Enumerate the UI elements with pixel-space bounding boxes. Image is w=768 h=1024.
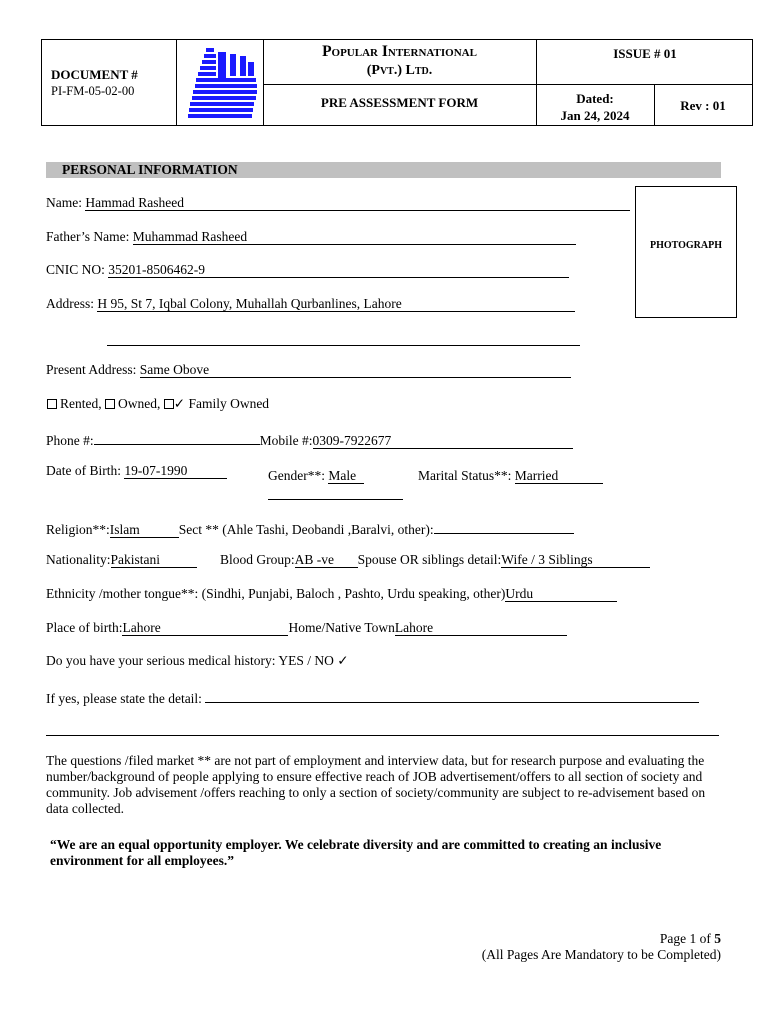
father-name-row [46,229,576,245]
religion-field[interactable] [110,522,179,538]
sect-field[interactable] [434,518,574,534]
document-code: PI-FM-05-02-00 [51,84,135,98]
rented-label: Rented, [60,396,102,411]
father-name-label: Father’s Name: [46,229,130,244]
marital-value: Married [514,468,559,483]
medical-detail-row [46,687,699,707]
owned-checkbox[interactable] [105,399,115,409]
cnic-row [46,262,569,278]
housing-row [47,396,269,412]
religion-row [46,518,574,538]
company-name [263,42,536,80]
nationality-label: Nationality: [46,552,111,567]
page-label: Page [659,931,687,946]
present-address-value: Same Obove [139,362,210,377]
medical-detail-line-2[interactable] [46,735,719,736]
name-value: Hammad Rasheed [85,195,184,210]
address-value: H 95, St 7, Iqbal Colony, Muhallah Qurbanlines, Lahore [97,296,402,311]
name-label: Name: [46,195,82,210]
photograph-label: PHOTOGRAPH [649,240,723,251]
cnic-field[interactable] [108,262,569,278]
address-line-2[interactable] [107,345,580,346]
name-field[interactable] [85,195,630,211]
nationality-row [46,552,197,568]
blood-group-row [220,552,650,568]
place-of-birth-row [46,620,567,636]
family-owned-checkbox[interactable] [164,399,174,409]
spouse-value: Wife / 3 Siblings [501,552,593,567]
home-town-label: Home/Native Town [288,620,395,635]
gender-field[interactable] [328,468,364,484]
dob-row [46,463,227,479]
religion-value: Islam [109,522,140,537]
family-owned-check-icon: ✓ [173,396,186,411]
header-divider [176,40,177,125]
medical-history-row [46,653,349,669]
equal-opportunity-statement: “We are an equal opportunity employer. We celebrate diversity and are committed to creating an inclusive environment for all employees.” [50,837,662,868]
issue-number: ISSUE # 01 [613,46,677,61]
form-title: PRE ASSESSMENT FORM [320,95,479,110]
document-number-label: DOCUMENT # [51,67,138,82]
page-number [660,931,721,947]
blood-group-field[interactable] [295,552,358,568]
logo-stripes [188,48,257,118]
cnic-label: CNIC NO: [46,262,105,277]
medical-detail-label: If yes, please state the detail: [46,691,202,706]
ethnicity-value: Urdu [505,586,534,601]
dated-label: Dated: [576,91,614,106]
company-name-line1: Popular International [322,43,477,60]
owned-label: Owned, [118,396,161,411]
medical-detail-field[interactable] [205,687,699,703]
address-field[interactable] [97,296,575,312]
ethnicity-field[interactable] [505,586,617,602]
mobile-field[interactable] [313,433,573,449]
ethnicity-label: Ethnicity /mother tongue**: (Sindhi, Punjabi, Baloch , Pashto, Urdu speaking, other) [46,586,506,601]
marital-row [418,468,603,484]
phone-row [46,429,573,449]
page-total: 5 [714,931,721,946]
medical-history-label: Do you have your serious medical history: YES / NO [46,653,334,668]
present-address-row [46,362,571,378]
page-current: 1 [689,931,697,946]
research-note: The questions /filed market ** are not part of employment and interview data, but for research purpose and evaluating the number/background of people applying to ensure effective reach of JOB advertisement/offers to all section of society and community. Job advisement /offers reaching to only a section of society/community are subject to re-advisement based on data collected. [46,753,706,816]
place-of-birth-field[interactable] [122,620,288,636]
dob-field[interactable] [124,463,227,479]
revision: Rev : 01 [680,98,726,113]
present-address-field[interactable] [140,362,571,378]
photograph-box[interactable] [635,186,737,318]
home-town-value: Lahore [394,620,434,635]
father-name-value: Muhammad Rasheed [132,229,248,244]
present-address-label: Present Address: [46,362,137,377]
mobile-label: Mobile #: [259,433,313,448]
sect-label: Sect ** (Ahle Tashi, Deobandi ,Baralvi, other): [178,522,434,537]
home-town-field[interactable] [395,620,567,636]
address-row [46,296,575,312]
gender-row [268,468,364,484]
marital-field[interactable] [515,468,603,484]
phone-label: Phone #: [46,433,94,448]
gender-extra-line[interactable] [268,499,403,500]
phone-field[interactable] [94,429,260,445]
company-logo-graphic [186,44,262,122]
section-title: PERSONAL INFORMATION [46,162,721,178]
gender-label: Gender**: [268,468,325,483]
spouse-label: Spouse OR siblings detail: [357,552,502,567]
header-divider [263,84,753,85]
mandatory-note: (All Pages Are Mandatory to be Completed) [481,947,721,962]
dob-value: 19-07-1990 [124,463,188,478]
company-name-line2: (Pvt.) Ltd. [366,63,433,78]
father-name-field[interactable] [133,229,576,245]
nationality-field[interactable] [111,552,197,568]
nationality-value: Pakistani [110,552,160,567]
blood-group-value: AB -ve [294,552,335,567]
dated-cell [536,90,654,124]
ethnicity-row [46,586,617,602]
marital-label: Marital Status**: [418,468,512,483]
spouse-field[interactable] [501,552,650,568]
document-header [41,39,753,126]
medical-check-icon[interactable]: ✓ [337,653,349,668]
company-logo [186,44,262,122]
family-owned-label: Family Owned [188,396,270,411]
gender-value: Male [328,468,357,483]
place-of-birth-label: Place of birth: [46,620,123,635]
page-of-label: of [699,931,711,946]
dated-value: Jan 24, 2024 [560,108,630,123]
blood-group-label: Blood Group: [220,552,295,567]
place-of-birth-value: Lahore [122,620,161,635]
address-label: Address: [46,296,94,311]
cnic-value: 35201-8506462-9 [108,262,206,277]
religion-label: Religion**: [46,522,110,537]
mobile-value: 0309-7922677 [312,433,392,448]
dob-label: Date of Birth: [46,463,121,478]
name-row [46,195,630,211]
rented-checkbox[interactable] [47,399,57,409]
